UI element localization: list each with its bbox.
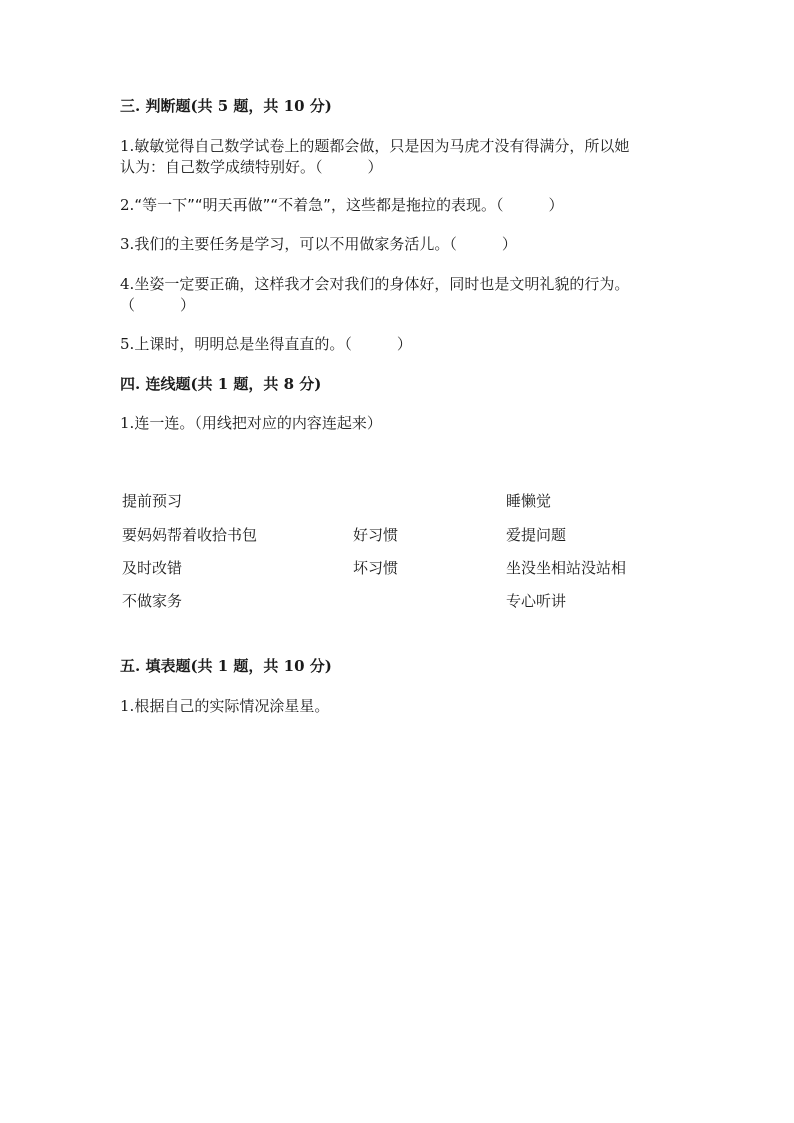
left-item-3: 及时改错 bbox=[122, 559, 183, 577]
table-question-1 bbox=[120, 696, 670, 717]
question-text: 我们的主要任务是学习，可以不用做家务活儿。（ ） bbox=[134, 235, 517, 253]
right-item-4: 专心听讲 bbox=[506, 592, 567, 610]
question-number: 5. bbox=[120, 335, 135, 353]
middle-item-1: 好习惯 bbox=[353, 526, 399, 544]
question-text: “等一下”“明天再做”“不着急”，这些都是拖拉的表现。（ ） bbox=[134, 196, 564, 214]
judgment-question-3 bbox=[120, 234, 670, 255]
section-heading-table: 五. 填表题(共 1 题，共 10 分) bbox=[120, 657, 332, 675]
question-number: 4. bbox=[120, 275, 135, 293]
question-text-line1: 坐姿一定要正确，这样我才会对我们的身体好，同时也是文明礼貌的行为。 bbox=[134, 275, 630, 293]
right-item-3: 坐没坐相站没站相 bbox=[506, 559, 627, 577]
question-number: 2. bbox=[120, 196, 135, 214]
left-item-2: 要妈妈帮着收拾书包 bbox=[122, 526, 258, 544]
question-text: 根据自己的实际情况涂星星。 bbox=[134, 697, 330, 715]
question-text: 上课时，明明总是坐得直直的。（ ） bbox=[134, 335, 412, 353]
question-number: 3. bbox=[120, 235, 135, 253]
question-number: 1. bbox=[120, 697, 135, 715]
judgment-question-1 bbox=[120, 136, 670, 178]
right-item-2: 爱提问题 bbox=[506, 526, 567, 544]
middle-item-2: 坏习惯 bbox=[353, 559, 399, 577]
matching-question-1 bbox=[120, 413, 670, 434]
judgment-question-4 bbox=[120, 274, 670, 316]
section-heading-matching: 四. 连线题(共 1 题，共 8 分) bbox=[120, 375, 322, 393]
question-number: 1. bbox=[120, 414, 135, 432]
question-number: 1. bbox=[120, 137, 135, 155]
question-text-line2: 认为：自己数学成绩特别好。（ ） bbox=[120, 158, 383, 176]
right-item-1: 睡懒觉 bbox=[506, 492, 552, 510]
question-text-line1: 敏敏觉得自己数学试卷上的题都会做，只是因为马虎才没有得满分，所以她 bbox=[134, 137, 630, 155]
judgment-question-5 bbox=[120, 334, 670, 355]
section-heading-judgment: 三. 判断题(共 5 题，共 10 分) bbox=[120, 97, 332, 115]
question-text: 连一连。（用线把对应的内容连起来） bbox=[134, 414, 382, 432]
left-item-1: 提前预习 bbox=[122, 492, 183, 510]
question-text-line2: （ ） bbox=[120, 296, 196, 314]
left-item-4: 不做家务 bbox=[122, 592, 183, 610]
judgment-question-2 bbox=[120, 195, 670, 216]
